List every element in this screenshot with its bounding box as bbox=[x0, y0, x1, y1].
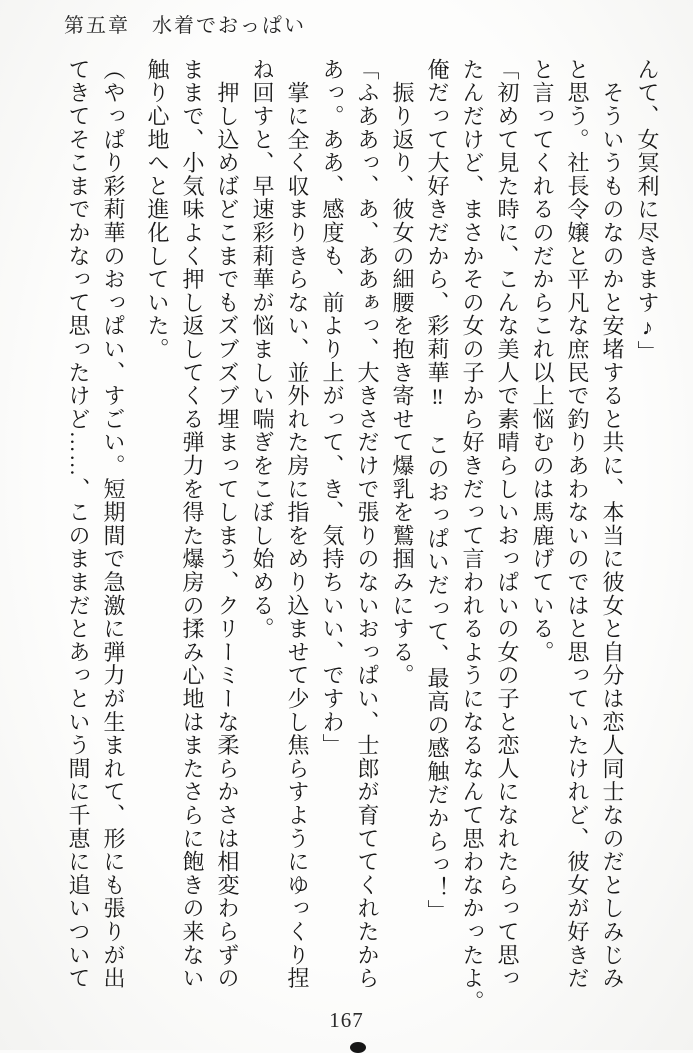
text-line: ままで、小気味よく押し返してくる弾力を得た爆房の揉み心地はまたさらに飽きの来ない bbox=[180, 58, 205, 990]
text-line: 掌に全く収まりきらない、並外れた房に指をめり込ませて少し焦らすようにゆっくり捏 bbox=[285, 58, 310, 990]
text-line: 「ふああっ、あ、ああぁっ、大きさだけで張りのないおっぱい、士郎が育ててくれたから bbox=[355, 58, 380, 990]
text-line: そういうものなのかと安堵すると共に、本当に彼女と自分は恋人同士なのだとしみじみ bbox=[600, 58, 625, 990]
text-line: ね回すと、早速彩莉華が悩ましい喘ぎをこぼし始める。 bbox=[250, 58, 275, 641]
text-line: 俺だって大好きだから、彩莉華‼ このおっぱいだって、最高の感触だからっ！」 bbox=[425, 58, 450, 924]
text-line: （やっぱり彩莉華のおっぱい、すごい。短期間で急激に弾力が生まれて、形にも張りが出 bbox=[101, 58, 126, 990]
chapter-header: 第五章 水着でおっぱい bbox=[64, 15, 306, 37]
text-line: 振り返り、彼女の細腰を抱き寄せて爆乳を鷲掴みにする。 bbox=[390, 58, 415, 688]
text-line: と思う。社長令嬢と平凡な庶民で釣りあわないのではと思っていたけれど、彼女が好きだ bbox=[565, 58, 590, 990]
text-line: たんだけど、まさかその女の子から好きだって言われるようになるなんて思わなかったよ。 bbox=[460, 58, 485, 1014]
text-line: あっ。ああ、感度も、前より上がって、き、気持ちいい、ですわ」 bbox=[320, 58, 345, 757]
text-line: んて、女冥利に尽きます♪」 bbox=[635, 58, 660, 364]
vertical-text-block bbox=[61, 58, 665, 1014]
section-marker-dot bbox=[350, 1042, 366, 1053]
text-line: と言ってくれるのだからこれ以上悩むのは馬鹿げている。 bbox=[530, 58, 555, 664]
text-line: 触り心地へと進化していた。 bbox=[145, 58, 170, 361]
text-line: 「初めて見た時に、こんな美人で素晴らしいおっぱいの女の子と恋人になれたらって思っ bbox=[495, 58, 520, 990]
page-number: 167 bbox=[329, 1008, 364, 1032]
text-line: 押し込めばどこまでもズブズブ埋まってしまう、クリーミーな柔らかさは相変わらずの bbox=[215, 58, 240, 990]
text-line: てきてそこまでかなって思ったけど……、このままだとあっという間に千恵に追いついて bbox=[66, 58, 91, 990]
